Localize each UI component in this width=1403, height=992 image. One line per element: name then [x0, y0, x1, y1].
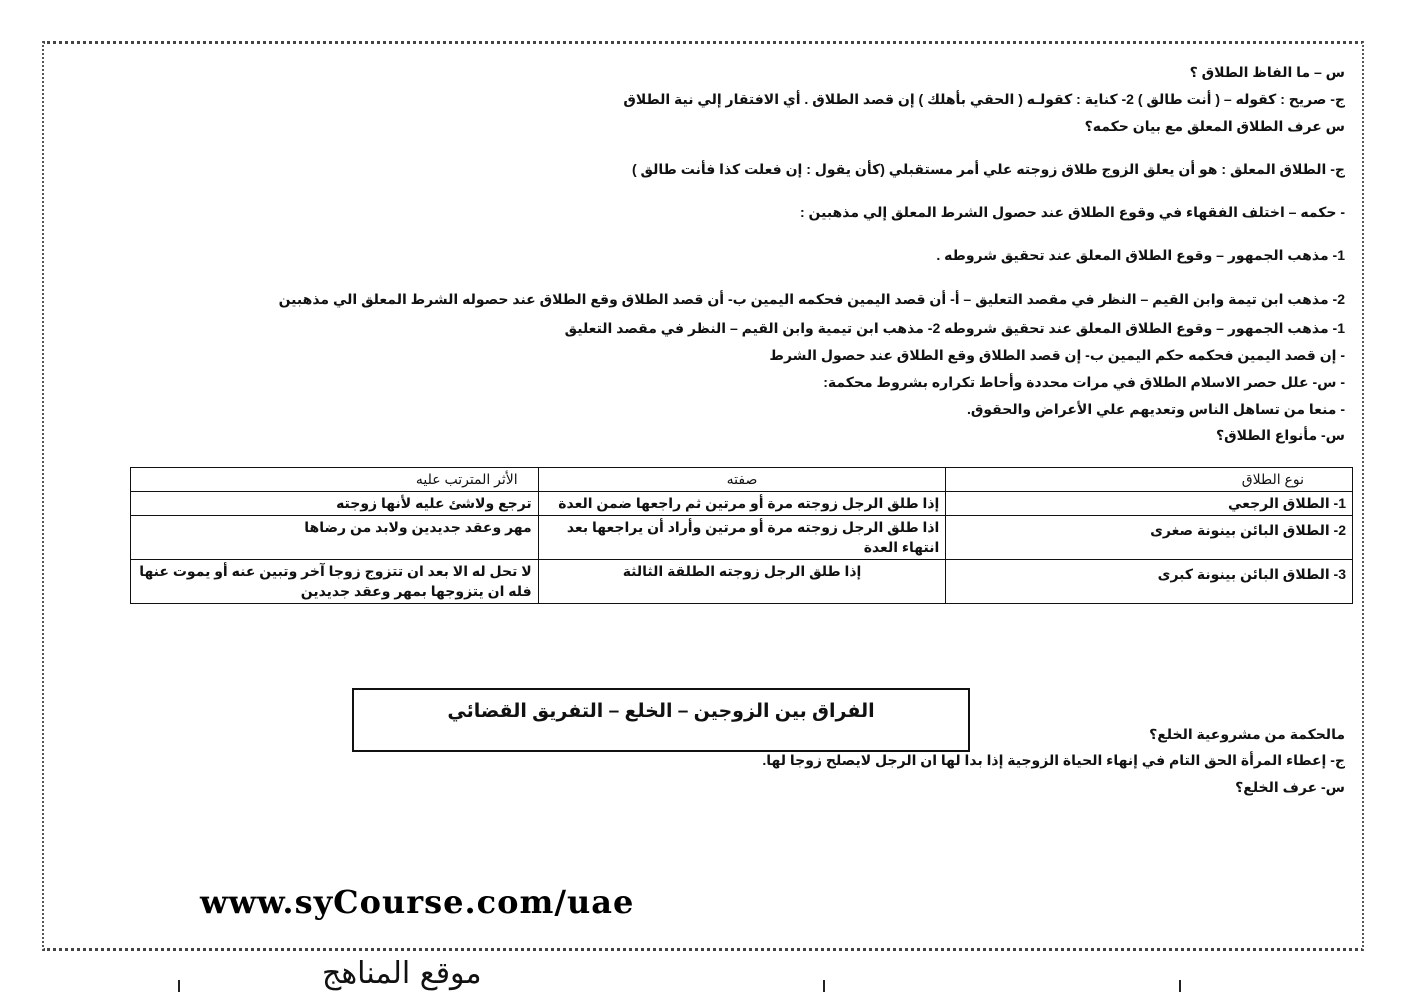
cell-effect: ترجع ولاشئ عليه لأنها زوجته [131, 492, 539, 516]
footer-tick [1179, 980, 1181, 992]
table-row [131, 560, 1353, 604]
site-name: موقع المناهج [322, 956, 482, 991]
table-row [131, 492, 1353, 516]
cell-effect: مهر وعقد جديدين ولابد من رضاها [131, 516, 539, 560]
ruling-intro: - حكمه – اختلف الفقهاء في وقوع الطلاق عند حصول الشرط المعلق إلي مذهبين : [799, 204, 1345, 220]
cell-description: إذا طلق الرجل زوجته مرة أو مرتين ثم راجعها ضمن العدة [538, 492, 946, 516]
question-khul-wisdom: مالحكمة من مشروعية الخلع؟ [1149, 726, 1345, 742]
ruling-summary: 1- مذهب الجمهور – وقوع الطلاق المعلق عند تحقيق شروطه 2- مذهب ابن تيمية وابن القيم – النظر في مقصد التعليق [564, 320, 1345, 336]
ruling-ibn-taymiyya: 2- مذهب ابن تيمة وابن القيم – النظر في مقصد التعليق – أ- أن قصد اليمين فحكمه اليمين ب- أن قصد الطلاق وقع الطلاق عند حصوله الشرط المعلق الي مذهبين [278, 291, 1345, 307]
question-conditional-divorce: س عرف الطلاق المعلق مع بيان حكمه؟ [1084, 118, 1345, 134]
header-description: صفته [538, 468, 946, 492]
header-type: نوع الطلاق [946, 468, 1353, 492]
answer-divorce-words: ج- صريح : كقوله – ( أنت طالق ) 2- كناية : كقولـه ( الحقي بأهلك ) إن قصد الطلاق . أي الافتقار إلي نية الطلاق [623, 91, 1345, 107]
answer-conditional-divorce: ج- الطلاق المعلق : هو أن يعلق الزوج طلاق زوجته علي أمر مستقبلي (كأن يقول : إن فعلت كذا فأنت طالق ) [632, 161, 1345, 177]
section-title: الفراق بين الزوجين – الخلع – التفريق القضائي [352, 688, 970, 752]
cell-type: 1- الطلاق الرجعي [946, 492, 1353, 516]
question-divorce-words: س – ما الفاظ الطلاق ؟ [1189, 64, 1345, 80]
answer-limits: - منعا من تساهل الناس وتعديهم علي الأعراض والحقوق. [967, 401, 1345, 417]
answer-khul-wisdom: ج- إعطاء المرأة الحق التام في إنهاء الحياة الزوجية إذا بدا لها ان الرجل لايصلح زوجا لها. [762, 752, 1345, 768]
header-effect: الأثر المترتب عليه [131, 468, 539, 492]
question-types: س- مأنواع الطلاق؟ [1215, 427, 1345, 443]
ruling-oath: - إن قصد اليمين فحكمه حكم اليمين ب- إن قصد الطلاق وقع الطلاق عند حصول الشرط [769, 347, 1345, 363]
ruling-majority: 1- مذهب الجمهور – وقوع الطلاق المعلق عند تحقيق شروطه . [936, 247, 1345, 263]
footer-tick [823, 980, 825, 992]
cell-effect: لا تحل له الا بعد ان تتزوج زوجا آخر وتبين عنه أو يموت عنها فله ان يتزوجها بمهر وعقد جديدين [131, 560, 539, 604]
cell-description: اذا طلق الرجل زوجته مرة أو مرتين وأراد أن يراجعها بعد انتهاء العدة [538, 516, 946, 560]
divorce-types-table [130, 467, 1353, 604]
cell-type: 3- الطلاق البائن بينونة كبرى [946, 560, 1353, 604]
cell-description: إذا طلق الرجل زوجته الطلقة الثالثة [538, 560, 946, 604]
table-row [131, 516, 1353, 560]
site-url: www.syCourse.com/uae [200, 883, 635, 921]
footer-tick [178, 980, 180, 992]
question-define-khul: س- عرف الخلع؟ [1235, 779, 1345, 795]
cell-type: 2- الطلاق البائن بينونة صغرى [946, 516, 1353, 560]
table-header-row [131, 468, 1353, 492]
question-limits: - س- علل حصر الاسلام الطلاق في مرات محددة وأحاط تكراره بشروط محكمة: [823, 374, 1345, 390]
